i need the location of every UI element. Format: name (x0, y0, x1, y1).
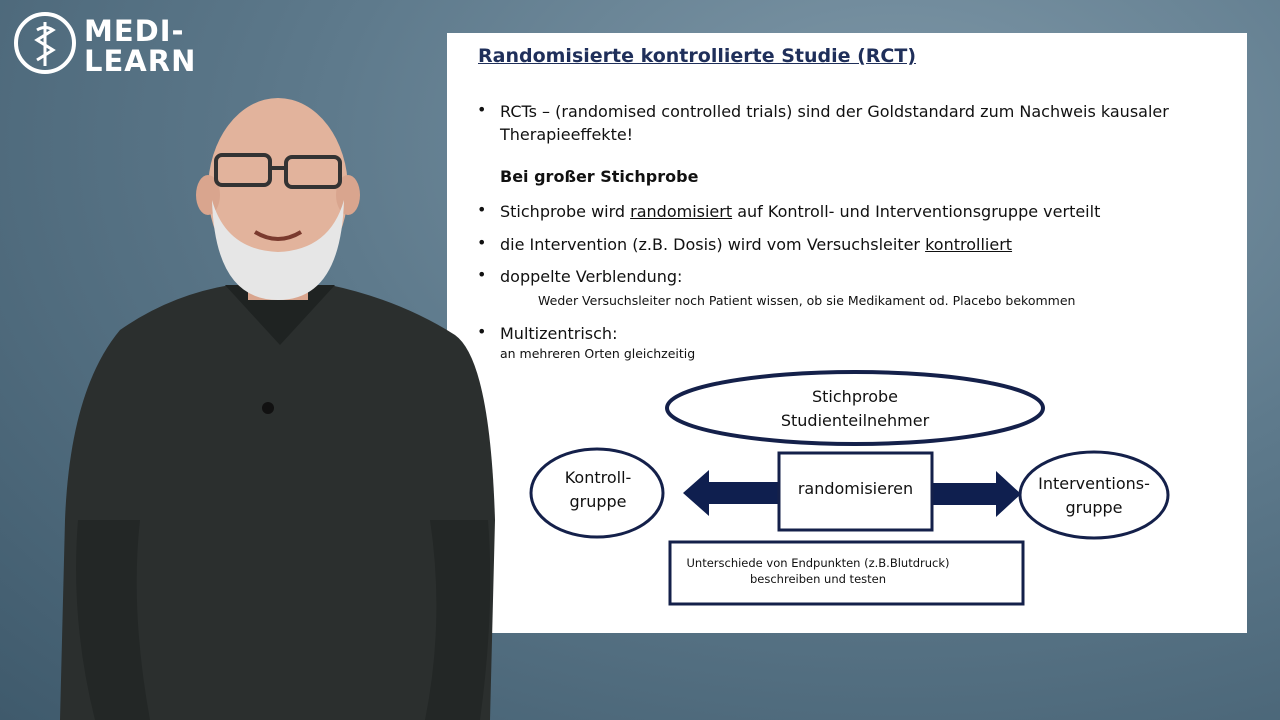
logo-line-2: LEARN (84, 44, 197, 78)
bullet-kontrolliert-pre: die Intervention (z.B. Dosis) wird vom Versuchsleiter (500, 235, 926, 254)
endpoints-line-2: beschreiben und testen (749, 572, 887, 586)
sample-label-line-1: Stichprobe (812, 387, 898, 406)
endpoints-label (673, 555, 963, 587)
bullet-multizentrisch-sub: an mehreren Orten gleichzeitig (500, 346, 696, 361)
control-group-label (533, 466, 663, 514)
control-group-line-2: gruppe (569, 492, 627, 511)
arrow-right-icon (932, 471, 1021, 517)
control-group-line-1: Kontroll- (564, 468, 632, 487)
bullet-dot-icon: • (477, 100, 487, 119)
sample-label-line-2: Studienteilnehmer (780, 411, 930, 430)
sample-label (705, 385, 1005, 433)
bullet-dot-icon: • (477, 265, 487, 284)
arrow-left-icon (683, 470, 780, 516)
bullet-dot-icon: • (477, 233, 487, 252)
bullet-randomisiert-pre: Stichprobe wird (500, 202, 631, 221)
randomize-label: randomisieren (797, 479, 914, 498)
intervention-group-line-1: Interventions- (1038, 474, 1150, 493)
rct-diagram (447, 33, 1247, 633)
slide-title: Randomisierte kontrollierte Studie (RCT) (478, 45, 917, 67)
bullet-randomisiert-underlined: randomisiert (630, 202, 733, 221)
intervention-group-label (1020, 472, 1168, 520)
presenter (0, 0, 520, 720)
bullet-rct-line-1: RCTs – (randomised controlled trials) sind der Goldstandard zum Nachweis kausaler (500, 102, 1169, 121)
endpoints-line-1: Unterschiede von Endpunkten (z.B.Blutdruck) (686, 556, 950, 570)
bullet-randomisiert-post: auf Kontroll- und Interventionsgruppe verteilt (732, 202, 1101, 221)
intervention-group-line-2: gruppe (1065, 498, 1123, 517)
bullet-verblendung-text: doppelte Verblendung: (500, 267, 683, 286)
bullet-multizentrisch-text: Multizentrisch: (500, 324, 618, 343)
bullet-verblendung-sub: Weder Versuchsleiter noch Patient wissen, ob sie Medikament od. Placebo bekommen (538, 293, 1076, 308)
bullet-kontrolliert-underlined: kontrolliert (925, 235, 1013, 254)
logo-line-1: MEDI- (84, 14, 185, 48)
bullet-rct-line-2: Therapieeffekte! (500, 125, 634, 144)
presentation-slide (447, 33, 1247, 633)
bullet-dot-icon: • (477, 322, 487, 341)
subheading: Bei großer Stichprobe (500, 167, 699, 186)
bullet-dot-icon: • (477, 200, 487, 219)
